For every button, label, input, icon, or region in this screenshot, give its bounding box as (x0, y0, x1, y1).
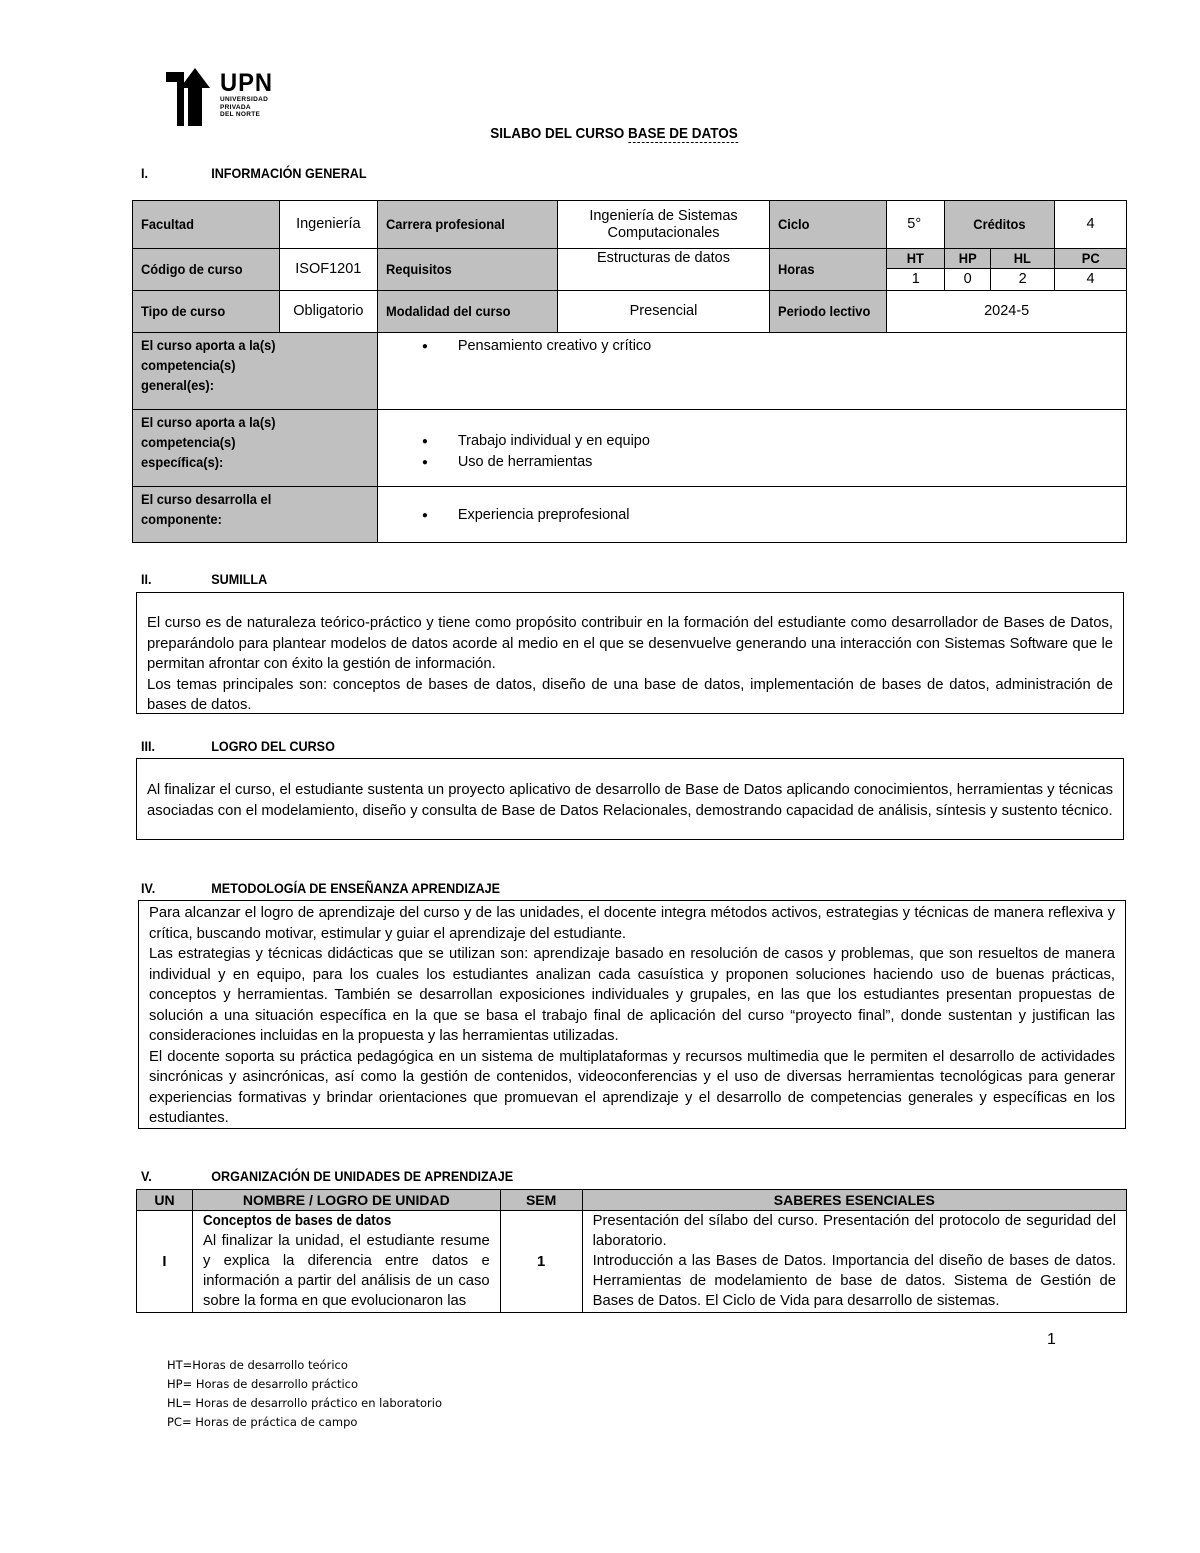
unit-name-cell (192, 1211, 500, 1313)
section-heading-5 (141, 1168, 513, 1184)
document-title (61, 125, 1166, 142)
horas-header-hl: HL (991, 249, 1055, 269)
list-item: ● Trabajo individual y en equipo (422, 431, 1126, 452)
footnote-pc: PC= Horas de práctica de campo (167, 1415, 358, 1429)
metodologia-box (138, 900, 1126, 1129)
footnote-hp: HP= Horas de desarrollo práctico (167, 1377, 359, 1391)
units-header-un: UN (137, 1190, 193, 1211)
creditos-label-cell: Créditos (945, 201, 1055, 249)
section-heading-2 (141, 571, 267, 587)
list-item: ● Experiencia preprofesional (422, 505, 1126, 526)
horas-header-hp: HP (945, 249, 991, 269)
list-item: ● Uso de herramientas (422, 452, 1126, 473)
general-info-table (132, 200, 1127, 543)
footnotes (167, 1356, 442, 1432)
creditos-value: 4 (1055, 201, 1127, 249)
horas-value-hl: 2 (991, 269, 1055, 291)
footnote-ht: HT=Horas de desarrollo teórico (167, 1358, 348, 1372)
componente-content (377, 487, 1126, 543)
section-heading-3 (141, 738, 335, 754)
tipo-label-cell: Tipo de curso (133, 291, 280, 333)
comp-general-content (377, 333, 1126, 410)
logo-brand: UPN (220, 69, 274, 97)
title-course-name: BASE DE DATOS (627, 125, 738, 142)
periodo-value: 2024-5 (887, 291, 1127, 333)
modalidad-label-cell: Modalidad del curso (377, 291, 557, 333)
table-row (137, 1211, 1127, 1313)
units-header-nombre: NOMBRE / LOGRO DE UNIDAD (192, 1190, 500, 1211)
section-title: INFORMACIÓN GENERAL (211, 165, 367, 181)
ciclo-value: 5° (887, 201, 945, 249)
page-number: 1 (1047, 1331, 1056, 1348)
horas-label-cell: Horas (770, 249, 887, 291)
unit-saberes-cell (582, 1211, 1126, 1313)
section-title: SUMILLA (211, 571, 268, 587)
facultad-label-cell: Facultad (133, 201, 280, 249)
section-heading-1 (141, 165, 367, 181)
info-row-comp-general (133, 333, 1127, 410)
unit-saberes-paragraph-2: Introducción a las Bases de Datos. Importancia del diseño de bases de datos. Herramientas de modelamiento de base de datos. Sistema de Gestión de Bases de Datos. El Ciclo de Vida para desarrollo de sistemas. (592, 1253, 1116, 1309)
sumilla-paragraph-2: Los temas principales son: conceptos de bases de datos, diseño de una base de datos, implementación de bases de datos, administración de bases de datos. (147, 676, 1113, 713)
section-number: V. (141, 1168, 152, 1184)
section-number: III. (141, 738, 156, 754)
list-item: ● Pensamiento creativo y crítico (422, 336, 1126, 357)
logo-line-3: DEL NORTE (220, 111, 261, 118)
horas-value-pc: 4 (1055, 269, 1127, 291)
unit-logro: Al finalizar la unidad, el estudiante resume y explica la diferencia entre datos e información a partir del análisis de un caso sobre la forma en que evolucionaron las (202, 1233, 490, 1309)
upn-logo-mark-icon (164, 68, 218, 128)
comp-general-list (378, 336, 1126, 357)
units-header-saberes: SABERES ESENCIALES (582, 1190, 1126, 1211)
periodo-label-cell: Periodo lectivo (770, 291, 887, 333)
horas-header-pc: PC (1055, 249, 1127, 269)
carrera-label-cell: Carrera profesional (377, 201, 557, 249)
info-row-componente (133, 487, 1127, 543)
modalidad-value: Presencial (557, 291, 770, 333)
comp-especifica-content (377, 410, 1126, 487)
unit-name: Conceptos de bases de datos (202, 1213, 392, 1229)
info-row-facultad (133, 201, 1127, 249)
section-title: METODOLOGÍA DE ENSEÑANZA APRENDIZAJE (211, 880, 501, 896)
units-header-row (137, 1190, 1127, 1211)
info-row-tipo (133, 291, 1127, 333)
codigo-value: ISOF1201 (279, 249, 377, 291)
sumilla-box (136, 592, 1124, 714)
comp-especifica-label-cell: El curso aporta a la(s) competencia(s) específica(s): (133, 410, 378, 487)
info-row-codigo-a (133, 249, 1127, 269)
componente-label-cell: El curso desarrolla el componente: (133, 487, 378, 543)
carrera-value: Ingeniería de Sistemas Computacionales (557, 201, 770, 249)
unit-number: I (137, 1211, 193, 1313)
section-number: IV. (141, 880, 156, 896)
unit-week: 1 (500, 1211, 582, 1313)
sumilla-paragraph-1: El curso es de naturaleza teórico-práctico y tiene como propósito contribuir en la formación del estudiante como desarrollador de Bases de Datos, preparándolo para plantear modelos de datos acorde al medio en el que se desenvuelve generando una interacción con Sistemas Software que le permitan afrontar con éxito la gestión de información. (147, 615, 1113, 672)
section-heading-4 (141, 880, 500, 896)
logo-line-2: PRIVADA (220, 103, 251, 111)
title-prefix: SILABO DEL CURSO (490, 125, 628, 142)
ciclo-label-cell: Ciclo (770, 201, 887, 249)
tipo-value: Obligatorio (279, 291, 377, 333)
metodologia-paragraph-3: El docente soporta su práctica pedagógica en un sistema de multiplataformas y recursos multimedia que le permiten el desarrollo de actividades sincrónicas y asincrónicas, así como la gestión de contenidos, videoconferencias y el uso de diversas herramientas tecnológicas para generar experiencias formativas y brindar orientaciones que promuevan el aprendizaje y el desarrollo de competencias generales y específicas en los estudiantes. (149, 1048, 1115, 1126)
horas-header-ht: HT (887, 249, 945, 269)
upn-logo (164, 68, 284, 130)
info-row-comp-especifica (133, 410, 1127, 487)
units-header-sem: SEM (500, 1190, 582, 1211)
footnote-hl: HL= Horas de desarrollo práctico en laboratorio (167, 1396, 443, 1410)
requisitos-label-cell: Requisitos (377, 249, 557, 291)
section-title: ORGANIZACIÓN DE UNIDADES DE APRENDIZAJE (211, 1168, 514, 1184)
componente-list (378, 505, 1126, 526)
codigo-label-cell: Código de curso (133, 249, 280, 291)
logro-text: Al finalizar el curso, el estudiante sustenta un proyecto aplicativo de desarrollo de Base de Datos aplicando conocimientos, herramientas y técnicas asociadas con el modelamiento, diseño y consulta de Base de Datos Relacionales, demostrando capacidad de análisis, síntesis y sustento técnico. (147, 782, 1113, 819)
metodologia-paragraph-2: Las estrategias y técnicas didácticas que se utilizan son: aprendizaje basado en resolución de casos y problemas, que son resueltos de manera individual y en equipo, para los cuales los estudiantes analizan cada casuística y proponen soluciones haciendo uso de buenas prácticas, conceptos y herramientas. También se desarrollan exposiciones individuales y grupales, en las que los estudiantes presentan propuestas de solución a una situación específica en la que se basa el trabajo final de aplicación del curso “proyecto final”, donde sustentan y justifican las consideraciones incluidas en la propuesta y las herramientas utilizadas. (149, 946, 1115, 1044)
horas-value-ht: 1 (887, 269, 945, 291)
horas-value-hp: 0 (945, 269, 991, 291)
facultad-value: Ingeniería (279, 201, 377, 249)
comp-general-label-cell: El curso aporta a la(s) competencia(s) general(es): (133, 333, 378, 410)
section-number: I. (141, 165, 149, 181)
comp-especifica-list (378, 431, 1126, 473)
metodologia-paragraph-1: Para alcanzar el logro de aprendizaje del curso y de las unidades, el docente integra métodos activos, estrategias y técnicas de manera reflexiva y crítica, buscando motivar, estimular y guiar el aprendizaje del estudiante. (149, 905, 1115, 942)
upn-logo-text (220, 70, 276, 119)
unit-saberes-paragraph-1: Presentación del sílabo del curso. Presentación del protocolo de seguridad del laboratorio. (592, 1213, 1116, 1249)
section-title: LOGRO DEL CURSO (211, 738, 335, 754)
logro-box (136, 758, 1124, 840)
units-table (136, 1189, 1127, 1313)
section-number: II. (141, 571, 152, 587)
requisitos-value: Estructuras de datos (557, 249, 770, 291)
logo-line-1: UNIVERSIDAD (220, 96, 269, 103)
